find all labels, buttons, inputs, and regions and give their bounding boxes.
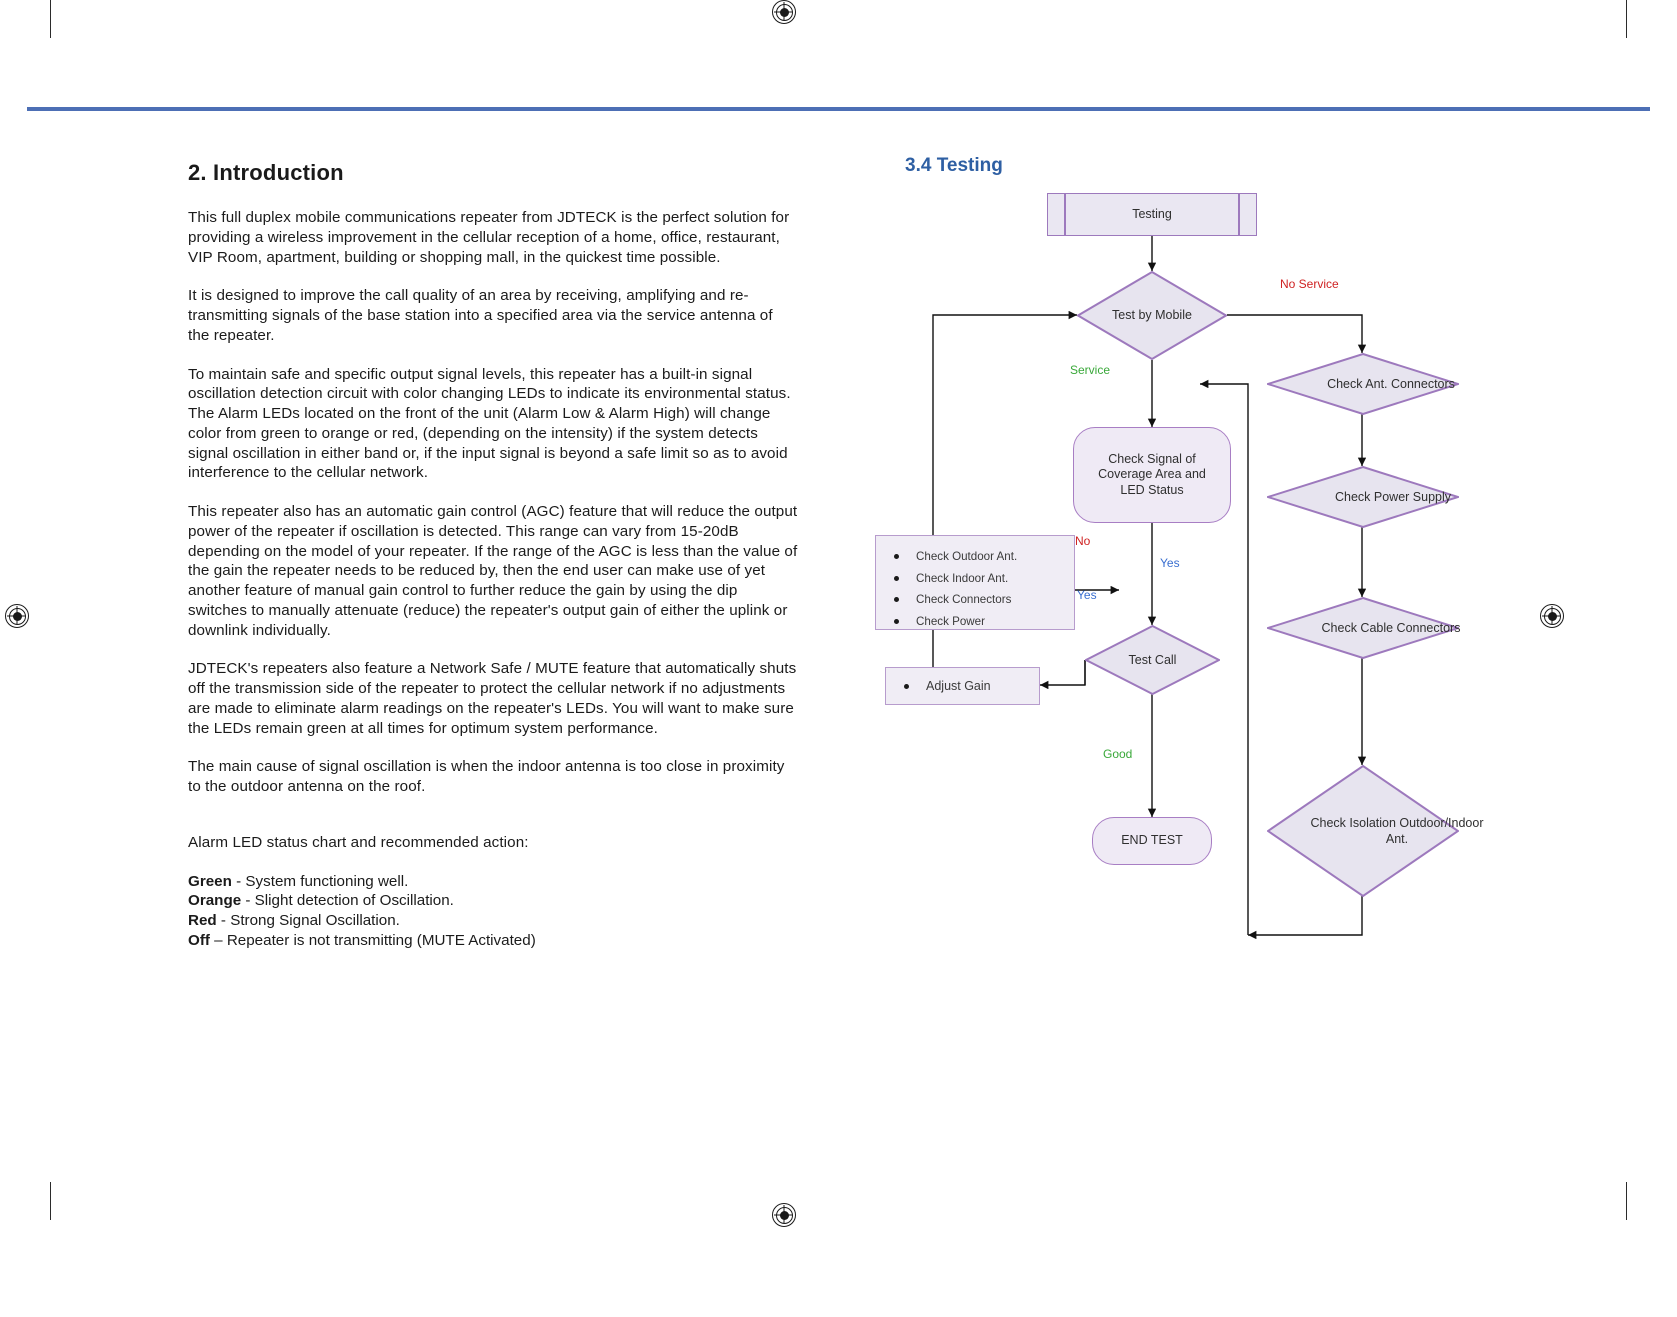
introduction-column [188, 160, 798, 951]
testing-column [905, 155, 1605, 1085]
edge-label-yes-right: Yes [1160, 556, 1180, 570]
flow-node-test-by-mobile-label: Test by Mobile [1112, 308, 1192, 323]
flow-node-check-signal [1073, 427, 1231, 523]
flow-node-check-signal-label: Check Signal of Coverage Area and LED Status [1098, 451, 1206, 497]
checklist-items [886, 546, 1062, 632]
registration-mark-left [5, 604, 29, 628]
flow-node-test-call [1085, 625, 1220, 695]
intro-paragraph-3: To maintain safe and specific output signal levels, this repeater has a built-in signal oscillation detection circuit with color changing LEDs to indicate its environmental status. The Alarm LEDs located on the front of the unit (Alarm Low & Alarm High) will change color from green to orange or red, (depending on the intensity) if the system detects signal oscillation in either band or, if the input signal is beyond a safe limit so as to avoid interference to the cellular network. [188, 365, 791, 482]
flow-node-end-test-label: END TEST [1121, 833, 1183, 848]
flow-node-check-power-supply-label: Check Power Supply [1334, 489, 1452, 504]
flow-node-check-ant-connectors-label: Check Ant. Connectors [1327, 376, 1455, 391]
checklist-item: Check Connectors [886, 589, 1062, 611]
flow-note-adjust-gain [885, 667, 1040, 705]
crop-mark-bottom-left [50, 1182, 51, 1220]
led-desc-orange: - Slight detection of Oscillation. [241, 892, 454, 910]
led-state-off: Off [188, 931, 210, 949]
led-state-green: Green [188, 872, 232, 890]
crop-mark-top-left [50, 0, 51, 38]
flow-node-end-test [1092, 817, 1212, 865]
flow-node-test-by-mobile [1077, 271, 1227, 360]
flow-node-check-isolation [1267, 765, 1484, 897]
led-status-list [188, 872, 798, 951]
edge-label-no-service: No Service [1280, 277, 1339, 291]
edge-label-no: No [1075, 534, 1091, 548]
edge-label-good: Good [1103, 747, 1133, 761]
checklist-item: Check Indoor Ant. [886, 568, 1062, 590]
crop-mark-top-right [1626, 0, 1627, 38]
registration-mark-bottom [772, 1203, 796, 1227]
intro-paragraph-6: The main cause of signal oscillation is when the indoor antenna is too close in proximity to the outdoor antenna on the roof. [188, 758, 785, 795]
intro-paragraph-4: This repeater also has an automatic gain control (AGC) feature that will reduce the output power of the repeater if oscillation is detected. This range can vary from 15-20dB depending on the model of your repeater. If the range of the AGC is less than the value of the gain the repeater needs to be reduced by, then the end user can make use of yet another feature of manual gain control to further reduce the gain by using the dip switches to manually attenuate (reduce) the repeater's output gain of either the uplink or downlink individually. [188, 503, 798, 639]
led-status-item [188, 891, 798, 911]
flow-node-check-cable-connectors-label: Check Cable Connectors [1321, 620, 1461, 635]
header-rule [27, 107, 1650, 111]
page-title: 2. Introduction [188, 160, 344, 185]
adjust-gain-item: Adjust Gain [896, 677, 1027, 696]
intro-paragraph-5: JDTECK's repeaters also feature a Network Safe / MUTE feature that automatically shuts off the transmission side of the repeater to protect the cellular network if no adjustments are made to eliminate alarm readings on the repeater's LEDs. You will want to make sure the LEDs remain green at all times for optimum system performance. [188, 660, 797, 737]
testing-flowchart [905, 155, 1605, 1085]
intro-paragraph-2: It is designed to improve the call quality of an area by receiving, amplifying and re-transmitting signals of the base station into a specified area via the service antenna of the repeater. [188, 287, 773, 344]
flow-node-check-ant-connectors [1267, 353, 1459, 415]
flow-node-test-call-label: Test Call [1128, 652, 1177, 667]
registration-mark-top [772, 0, 796, 24]
intro-paragraph-1: This full duplex mobile communications repeater from JDTECK is the perfect solution for providing a wireless improvement in the cellular reception of a home, office, restaurant, VIP Room, apartment, building or shopping mall, in the quickest time possible. [188, 209, 790, 266]
flow-node-check-isolation-label: Check Isolation Outdoor/Indoor Ant. [1310, 815, 1484, 846]
edge-label-yes-left: Yes [1077, 588, 1097, 602]
flow-node-testing-label: Testing [1132, 206, 1172, 221]
led-status-item [188, 911, 798, 931]
led-state-red: Red [188, 912, 217, 929]
flow-node-check-power-supply [1267, 466, 1459, 528]
led-chart-intro: Alarm LED status chart and recommended action: [188, 833, 529, 851]
flow-node-check-cable-connectors [1267, 597, 1459, 659]
led-state-orange: Orange [188, 892, 242, 910]
checklist-item: Check Outdoor Ant. [886, 546, 1062, 568]
led-desc-green: - System functioning well. [231, 872, 409, 890]
adjust-gain-items [896, 677, 1027, 696]
flow-note-checklist [875, 535, 1075, 630]
crop-mark-bottom-right [1626, 1182, 1627, 1220]
testing-section-title: 3.4 Testing [905, 155, 1003, 176]
led-desc-red: - Strong Signal Oscillation. [216, 912, 400, 929]
led-status-item [188, 931, 798, 951]
checklist-item: Check Power [886, 611, 1062, 633]
flow-node-testing [1047, 193, 1257, 236]
led-desc-off: – Repeater is not transmitting (MUTE Activated) [209, 931, 536, 949]
edge-label-service: Service [1070, 363, 1111, 377]
led-status-item [188, 872, 798, 892]
